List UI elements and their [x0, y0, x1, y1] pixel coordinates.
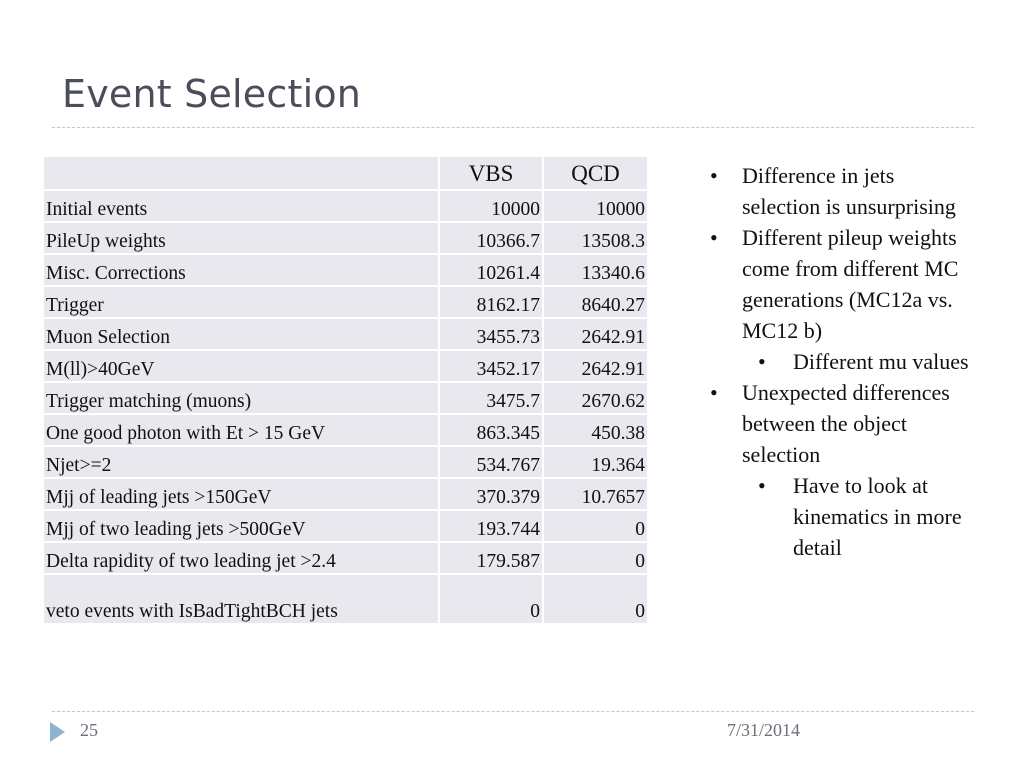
vbs-value: 3452.17	[439, 350, 543, 382]
bullet-text: Have to look at kinematics in more detail	[793, 473, 962, 560]
cut-label: Muon Selection	[43, 318, 439, 350]
table-row	[43, 222, 648, 254]
table-row	[43, 286, 648, 318]
cut-label: Njet>=2	[43, 446, 439, 478]
table-row	[43, 414, 648, 446]
table-row	[43, 478, 648, 510]
bullet-dot-icon: •	[710, 380, 718, 405]
triangle-arrow-icon	[50, 722, 65, 742]
table-row	[43, 510, 648, 542]
vbs-value: 10000	[439, 190, 543, 222]
qcd-value: 10.7657	[543, 478, 648, 510]
vbs-value: 193.744	[439, 510, 543, 542]
bullet-item	[706, 160, 976, 222]
table-row	[43, 350, 648, 382]
title-divider	[52, 127, 974, 128]
qcd-value: 19.364	[543, 446, 648, 478]
qcd-value: 0	[543, 510, 648, 542]
header-cell-cut	[43, 156, 439, 190]
bullet-text: Difference in jets selection is unsurprising	[742, 163, 956, 219]
cut-label: Delta rapidity of two leading jet >2.4	[43, 542, 439, 574]
cutflow-table	[42, 155, 649, 625]
cut-label: veto events with IsBadTightBCH jets	[43, 574, 439, 624]
qcd-value: 2670.62	[543, 382, 648, 414]
vbs-value: 3455.73	[439, 318, 543, 350]
bullet-dot-icon: •	[710, 225, 718, 250]
vbs-value: 179.587	[439, 542, 543, 574]
vbs-value: 863.345	[439, 414, 543, 446]
slide-date: 7/31/2014	[727, 720, 801, 740]
bullet-text: Unexpected differences between the object selection	[742, 380, 950, 467]
slide-title: Event Selection	[62, 72, 362, 116]
vbs-value: 0	[439, 574, 543, 624]
cut-label: M(ll)>40GeV	[43, 350, 439, 382]
qcd-value: 2642.91	[543, 318, 648, 350]
qcd-value: 10000	[543, 190, 648, 222]
bullet-text: Different pileup weights come from different MC generations (MC12a vs. MC12 b)	[742, 225, 959, 343]
vbs-value: 8162.17	[439, 286, 543, 318]
header-cell-vbs: VBS	[439, 156, 543, 190]
vbs-value: 10261.4	[439, 254, 543, 286]
sub-bullet-item	[706, 346, 976, 377]
header-cell-qcd: QCD	[543, 156, 648, 190]
notes-bullet-list	[706, 160, 976, 563]
qcd-value: 2642.91	[543, 350, 648, 382]
cut-label: Mjj of two leading jets >500GeV	[43, 510, 439, 542]
cut-label: Misc. Corrections	[43, 254, 439, 286]
bullet-item	[706, 222, 976, 346]
table-row	[43, 542, 648, 574]
table-row	[43, 382, 648, 414]
cut-label: One good photon with Et > 15 GeV	[43, 414, 439, 446]
qcd-value: 13508.3	[543, 222, 648, 254]
bullet-dot-icon: •	[758, 349, 766, 374]
bullet-dot-icon: •	[710, 163, 718, 188]
qcd-value: 8640.27	[543, 286, 648, 318]
cut-label: Mjj of leading jets >150GeV	[43, 478, 439, 510]
vbs-value: 370.379	[439, 478, 543, 510]
footer-divider	[52, 711, 974, 712]
vbs-value: 3475.7	[439, 382, 543, 414]
sub-bullet-item	[706, 470, 976, 563]
table-row	[43, 318, 648, 350]
table-row	[43, 190, 648, 222]
table-row	[43, 446, 648, 478]
qcd-value: 0	[543, 542, 648, 574]
bullet-text: Different mu values	[793, 349, 969, 374]
bullet-dot-icon: •	[758, 473, 766, 498]
cut-label: Initial events	[43, 190, 439, 222]
cut-label: PileUp weights	[43, 222, 439, 254]
cut-label: Trigger	[43, 286, 439, 318]
table-header-row	[43, 156, 648, 190]
qcd-value: 13340.6	[543, 254, 648, 286]
vbs-value: 10366.7	[439, 222, 543, 254]
vbs-value: 534.767	[439, 446, 543, 478]
bullet-item	[706, 377, 976, 470]
qcd-value: 0	[543, 574, 648, 624]
cut-label: Trigger matching (muons)	[43, 382, 439, 414]
table-row	[43, 574, 648, 624]
slide-number: 25	[80, 720, 98, 740]
table-row	[43, 254, 648, 286]
qcd-value: 450.38	[543, 414, 648, 446]
